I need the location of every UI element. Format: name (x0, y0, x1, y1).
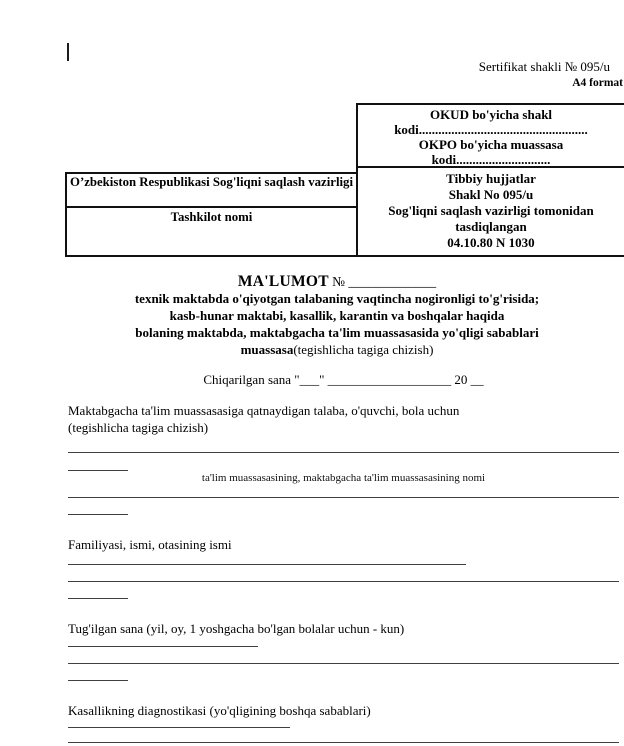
form-title-block (50, 273, 624, 358)
fill-line-short[interactable] (68, 598, 128, 599)
okpo-code-line: OKPO bo'yicha muassasa (418, 137, 564, 152)
issue-date-line: Chiqarilgan sana "___" ___________________ 20 __ (203, 372, 484, 387)
fill-line-full[interactable] (68, 452, 619, 453)
approval-line: 04.10.80 N 1030 (447, 235, 535, 250)
info-table-left-column (65, 172, 356, 257)
fill-line-full[interactable] (68, 742, 619, 743)
okpo-code-dots: kodi............................. (431, 152, 551, 167)
approval-line: Tibbiy hujjatlar (446, 171, 536, 186)
fill-line-short[interactable] (68, 680, 128, 681)
fill-line-short[interactable] (68, 470, 128, 471)
organization-name-cell: Tashkilot nomi (170, 210, 253, 224)
fill-line-partial[interactable] (68, 727, 290, 728)
form-subtitle-bold-tail: muassasa (240, 342, 294, 357)
form-subtitle-line: bolaning maktabda, maktabgacha ta'lim muassasasida yo'qligi sabablari (135, 325, 539, 340)
form-title-number: № _____________ (332, 274, 437, 289)
section-fullname-label: Familiyasi, ismi, otasining ismi (68, 537, 232, 552)
fill-line-partial[interactable] (68, 646, 258, 647)
section-birthdate-label: Tug'ilgan sana (yil, oy, 1 yoshgacha bo'lgan bolalar uchun - kun) (68, 621, 405, 636)
institution-name-caption: ta'lim muassasasining, maktabgacha ta'lim muassasasining nomi (201, 472, 486, 484)
section-attendance-label-line: Maktabgacha ta'lim muassasasiga qatnaydigan talaba, o'quvchi, bola uchun (68, 403, 460, 418)
form-subtitle-note-line (50, 341, 624, 358)
section-attendance-label (68, 402, 604, 436)
fill-line-full[interactable] (68, 663, 619, 664)
form-subtitle-line: texnik maktabda o'qiyotgan talabaning vaqtincha nogironligi to'g'risida; (134, 291, 540, 306)
codes-cell (358, 105, 624, 168)
ministry-cell: O’zbekiston Respublikasi Sog'liqni saqlash vazirligi (67, 174, 356, 208)
form-title: MA'LUMOT (237, 273, 329, 290)
okud-code-dots: kodi.................................................... (394, 122, 588, 137)
certificate-shape-label: Sertifikat shakli № 095/u (478, 59, 610, 74)
fill-line-short[interactable] (68, 514, 128, 515)
approval-cell (358, 168, 624, 251)
fill-line-full[interactable] (68, 581, 619, 582)
section-diagnosis-label: Kasallikning diagnostikasi (yo'qligining boshqa sabablari) (68, 703, 371, 718)
approval-line: Shakl No 095/u (448, 187, 534, 202)
okud-code-line: OKUD bo'yicha shakl (429, 107, 553, 122)
section-attendance-label-line: (tegishlicha tagiga chizish) (68, 420, 209, 435)
a4-format-label: A4 format (572, 77, 623, 89)
form-subtitle-line: kasb-hunar maktabi, kasallik, karantin va boshqalar haqida (169, 308, 505, 323)
fill-line-partial[interactable] (68, 564, 466, 565)
info-table-right-column (356, 103, 624, 257)
approval-line: Sog'liqni saqlash vazirligi tomonidan tasdiqlangan (388, 203, 594, 234)
form-title-line (50, 273, 624, 290)
fill-line-full[interactable] (68, 497, 619, 498)
form-subtitle-note: (tegishlicha tagiga chizish) (293, 342, 434, 357)
